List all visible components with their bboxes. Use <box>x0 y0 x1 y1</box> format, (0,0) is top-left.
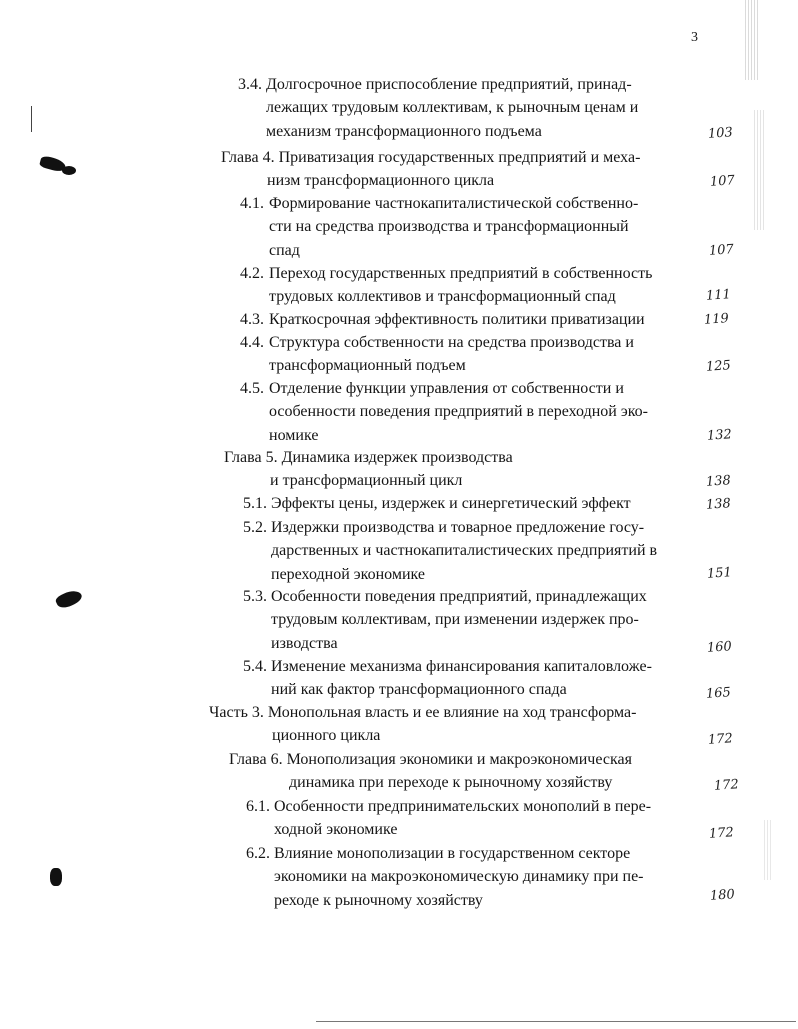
entry-line: ционного цикла <box>272 727 381 745</box>
section-number: 4.2. <box>240 265 264 282</box>
entry-line: Глава 5. Динамика издержек производства <box>224 449 513 466</box>
section-number: 5.2. <box>243 519 267 536</box>
entry-line: ходной экономике <box>274 821 398 839</box>
toc-entry-4-5 <box>240 377 699 447</box>
page-ref: 180 <box>709 887 736 904</box>
entry-line: номике <box>269 426 319 444</box>
entry-line: динамика при переходе к рыночному хозяйству <box>289 774 613 792</box>
entry-line: Переход государственных предприятий в собственность <box>269 265 653 282</box>
entry-line: Изменение механизма финансирования капиталовложе- <box>271 658 652 675</box>
toc-part-3 <box>209 701 702 748</box>
section-number: 3.4. <box>238 76 262 93</box>
page-ref: 111 <box>705 287 732 304</box>
entry-line: и трансформационный цикл <box>270 472 463 490</box>
page-ref: 119 <box>703 311 730 328</box>
entry-line: Глава 4. Приватизация государственных предприятий и меха- <box>221 149 641 166</box>
section-number: 5.3. <box>243 588 267 605</box>
entry-line: реходе к рыночному хозяйству <box>274 891 483 909</box>
scan-artifact-line <box>764 820 772 880</box>
page-ref: 172 <box>713 777 740 794</box>
entry-line: изводства <box>271 634 338 652</box>
entry-line: Долгосрочное приспособление предприятий, принад- <box>266 76 632 93</box>
toc-entry-6-2 <box>246 842 704 912</box>
entry-line: трудовых коллективов и трансформационный спад <box>269 288 616 306</box>
page-number: 3 <box>691 30 698 45</box>
toc-entry-4-4 <box>240 331 699 378</box>
ink-blot <box>50 868 62 886</box>
entry-line: Отделение функции управления от собственности и <box>269 380 624 397</box>
scan-artifact-line <box>31 106 32 132</box>
entry-line: особенности поведения предприятий в переходной эко- <box>269 403 649 421</box>
entry-line: переходной экономике <box>271 565 425 583</box>
toc-entry-5-4 <box>243 655 701 702</box>
entry-line: Краткосрочная эффективность политики приватизации <box>269 311 645 328</box>
toc-entry-4-2 <box>240 262 699 309</box>
entry-line: ний как фактор трансформационного спада <box>271 681 567 699</box>
page-ref: 172 <box>708 825 735 842</box>
entry-line: Особенности предпринимательских монополий в пере- <box>274 798 652 815</box>
entry-line: трансформационный подъем <box>269 357 466 375</box>
toc-entry-6-1 <box>246 795 704 842</box>
page-ref: 132 <box>706 427 733 444</box>
entry-line: Эффекты цены, издержек и синергетический эффект <box>271 495 631 512</box>
page-ref: 138 <box>705 496 732 513</box>
entry-line: Особенности поведения предприятий, принадлежащих <box>271 588 647 605</box>
entry-line: Структура собственности на средства производства и <box>269 334 634 351</box>
page-ref: 107 <box>709 173 736 190</box>
entry-line: Глава 6. Монополизация экономики и макроэкономическая <box>229 751 632 768</box>
section-number: 4.5. <box>240 380 264 397</box>
page-ref: 165 <box>705 685 732 702</box>
ink-blot <box>62 166 76 175</box>
page-ref: 160 <box>706 639 733 656</box>
page-ref: 151 <box>706 565 733 582</box>
toc-entry-4-1 <box>240 192 699 262</box>
entry-line: дарственных и частнокапиталистических предприятий в <box>271 542 658 560</box>
toc-chapter-5 <box>224 446 700 493</box>
scan-artifact-line <box>754 110 764 230</box>
page-ref: 125 <box>705 358 732 375</box>
scan-bottom-line <box>316 1021 796 1022</box>
toc-chapter-4 <box>221 146 699 193</box>
entry-line: трудовым коллективам, при изменении издержек про- <box>271 611 639 629</box>
entry-line: механизм трансформационного подъема <box>266 122 542 140</box>
entry-line: лежащих трудовым коллективам, к рыночным ценам и <box>266 99 639 117</box>
page-ref: 107 <box>708 242 735 259</box>
toc-chapter-6 <box>229 748 702 795</box>
entry-line: экономики на макроэкономическую динамику при пе- <box>274 868 644 886</box>
toc-entry-5-2 <box>243 516 700 586</box>
entry-line: низм трансформационного цикла <box>267 172 495 190</box>
toc-entry-3-4 <box>238 73 698 143</box>
entry-line: Часть 3. Монопольная власть и ее влияние на ход трансформа- <box>209 704 637 721</box>
entry-line: Издержки производства и товарное предложение госу- <box>271 519 645 536</box>
section-number: 6.2. <box>246 845 270 862</box>
page-ref: 103 <box>707 125 734 142</box>
section-number: 4.4. <box>240 334 264 351</box>
entry-line: Влияние монополизации в государственном секторе <box>274 845 631 862</box>
section-number: 6.1. <box>246 798 270 815</box>
section-number: 5.4. <box>243 658 267 675</box>
toc-entry-4-3 <box>240 308 699 331</box>
section-number: 4.1. <box>240 195 264 212</box>
section-number: 5.1. <box>243 495 267 512</box>
section-number: 4.3. <box>240 311 264 328</box>
scan-artifact-line <box>745 0 759 80</box>
toc-entry-5-3 <box>243 585 701 655</box>
entry-line: сти на средства производства и трансформационный <box>269 218 629 236</box>
page-ref: 138 <box>705 473 732 490</box>
entry-line: Формирование частнокапиталистической собственно- <box>269 195 639 212</box>
page-ref: 172 <box>707 731 734 748</box>
entry-line: спад <box>269 241 300 259</box>
toc-entry-5-1 <box>243 492 700 515</box>
